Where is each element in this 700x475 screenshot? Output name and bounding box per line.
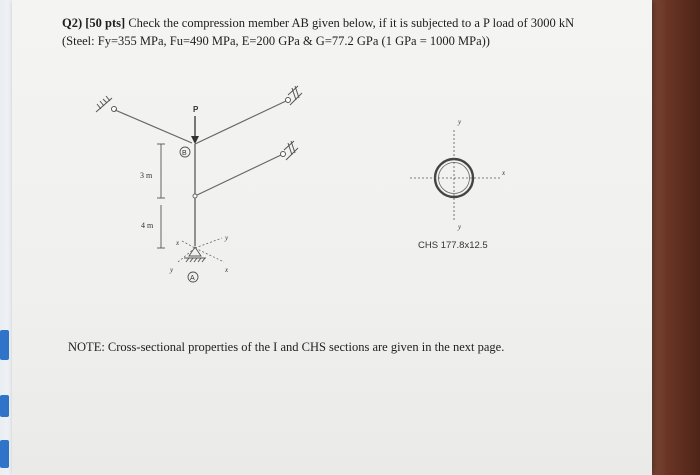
base-axis-x-right: x	[225, 266, 229, 274]
load-label: P	[193, 105, 199, 114]
note-text: NOTE: Cross-sectional properties of the I and CHS sections are given in the next page.	[68, 340, 505, 354]
base-axis-y-upper: y	[225, 234, 229, 242]
node-a-label: A	[190, 275, 195, 282]
chs-section-label: CHS 177.8x12.5	[418, 240, 488, 251]
dim-lower-label: 4 m	[141, 221, 154, 230]
upper-right-brace	[195, 101, 286, 144]
question-points: [50 pts]	[85, 16, 126, 30]
chs-axis-y-top: y	[458, 118, 462, 126]
question-statement: Check the compression member AB given below, if it is subjected to a P load of 3000 kN	[128, 16, 575, 30]
question-number: Q2)	[62, 16, 83, 30]
question-material-line: (Steel: Fy=355 MPa, Fu=490 MPa, E=200 GPa & G=77.2 GPa (1 GPa = 1000 MPa))	[62, 34, 490, 48]
left-brace	[115, 110, 192, 143]
lower-right-support	[281, 141, 299, 160]
chs-section	[410, 130, 500, 222]
dimension-lines	[157, 144, 165, 248]
base-axis-y-lower: y	[170, 266, 174, 274]
mid-brace-node	[193, 194, 197, 198]
base-axis-x-left: x	[176, 239, 180, 247]
chs-axis-x: x	[502, 169, 506, 177]
lower-right-brace	[195, 155, 281, 196]
chs-axis-y-bottom: y	[458, 223, 462, 231]
left-wall-support	[96, 96, 117, 112]
node-b-label: B	[182, 150, 187, 157]
base-pin-support	[184, 247, 206, 262]
upper-right-support	[286, 86, 303, 105]
dim-upper-label: 3 m	[140, 171, 153, 180]
